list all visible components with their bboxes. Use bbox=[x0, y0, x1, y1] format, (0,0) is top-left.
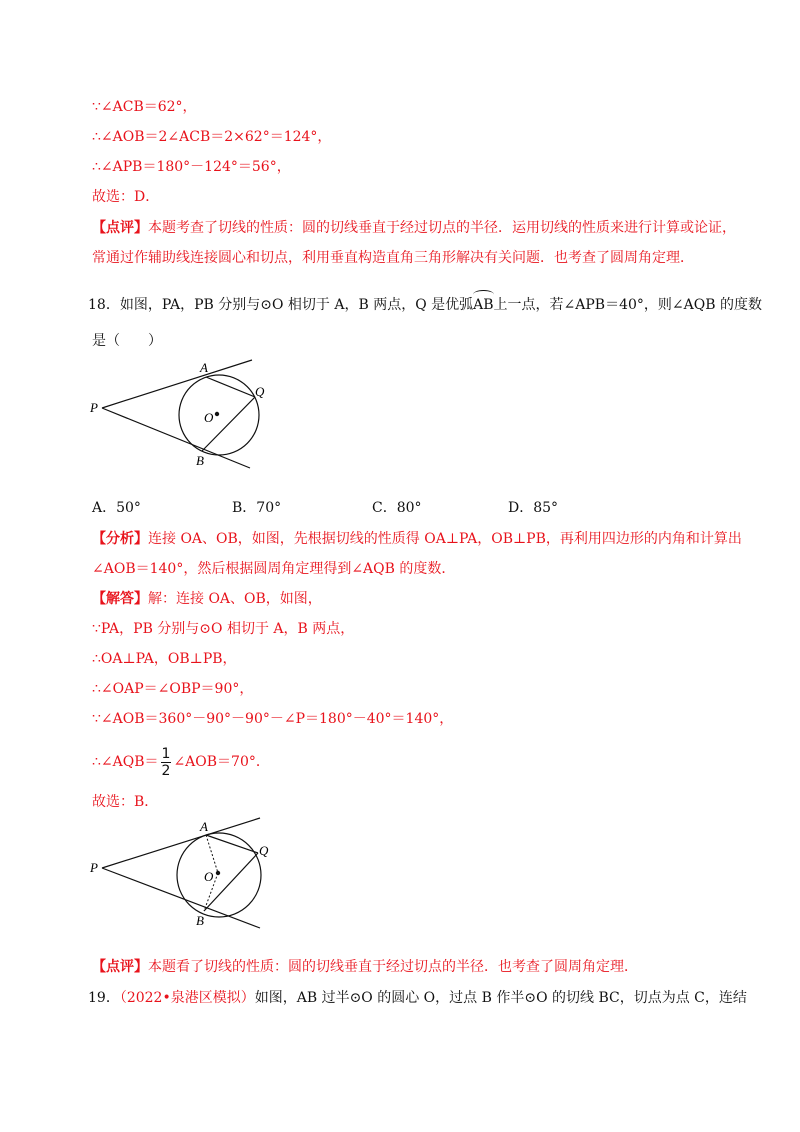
q18-answer: 故选：B． bbox=[92, 794, 159, 810]
q18-stem-line2: 是（ ） bbox=[92, 333, 162, 349]
solution-tag: 【解答】 bbox=[92, 591, 148, 607]
q18-options bbox=[92, 497, 558, 517]
prev-step-3: ∴∠APB＝180°－124°＝56°， bbox=[92, 159, 291, 175]
q19-stem bbox=[88, 988, 747, 1008]
analysis-text-1: 连接 OA、OB，如图，先根据切线的性质得 OA⊥PA，OB⊥PB，再利用四边形的内角和计算出 bbox=[148, 531, 742, 547]
q19-number: 19． bbox=[88, 990, 120, 1006]
review-text-1: 本题考查了切线的性质：圆的切线垂直于经过切点的半径．运用切线的性质来进行计算或论证， bbox=[148, 220, 736, 236]
option-c: C．80° bbox=[372, 500, 422, 516]
solution-line-3: ∴OA⊥PA，OB⊥PB， bbox=[92, 651, 237, 667]
option-d: D．85° bbox=[508, 500, 559, 516]
q18-review-text: 本题看了切线的性质：圆的切线垂直于经过切点的半径．也考查了圆周角定理． bbox=[148, 959, 638, 975]
analysis-line-2: ∠AOB＝140°，然后根据圆周角定理得到∠AQB 的度数． bbox=[92, 561, 456, 577]
q18-stem-part1: 如图，PA，PB 分别与⊙O 相切于 A，B 两点，Q 是优弧 bbox=[119, 297, 474, 313]
figure-tangent-circle-2 bbox=[88, 815, 278, 935]
label-b: B bbox=[196, 453, 204, 468]
fraction-numerator: 1 bbox=[161, 745, 171, 762]
arc-ab: AB bbox=[473, 297, 494, 313]
fraction-half bbox=[161, 746, 172, 779]
solution-line-1 bbox=[92, 589, 322, 609]
solution-6b: ∠AOB＝70°． bbox=[173, 754, 270, 770]
option-a: A．50° bbox=[92, 500, 141, 516]
prev-answer: 故选：D． bbox=[92, 189, 160, 205]
q18-stem-part2: 上一点，若∠APB＝40°，则∠AQB 的度数 bbox=[493, 297, 762, 313]
analysis-tag: 【分析】 bbox=[92, 531, 148, 547]
label-a: A bbox=[200, 360, 208, 375]
label-p: P bbox=[90, 400, 98, 415]
label-o: O bbox=[204, 410, 214, 425]
solution-line-2: ∵PA，PB 分别与⊙O 相切于 A，B 两点， bbox=[92, 621, 355, 637]
figure-tangent-circle-1 bbox=[88, 355, 278, 475]
label-a-2: A bbox=[200, 819, 208, 834]
q19-text: 如图，AB 过半⊙O 的圆心 O，过点 B 作半⊙O 的切线 BC，切点为点 C，连结 bbox=[254, 990, 747, 1006]
prev-review-cont: 常通过作辅助线连接圆心和切点，利用垂直构造直角三角形解决有关问题．也考查了圆周角定理． bbox=[92, 250, 694, 266]
q18-review bbox=[92, 957, 638, 977]
solution-line-4: ∴∠OAP＝∠OBP＝90°， bbox=[92, 681, 254, 697]
label-q-2: Q bbox=[259, 843, 269, 858]
label-p-2: P bbox=[90, 860, 98, 875]
solution-line-6 bbox=[92, 745, 270, 779]
label-q: Q bbox=[255, 384, 265, 399]
prev-step-2: ∴∠AOB＝2∠ACB＝2×62°＝124°， bbox=[92, 129, 332, 145]
prev-review bbox=[92, 218, 736, 238]
q19-source: （2022•泉港区模拟） bbox=[119, 990, 255, 1006]
label-b-2: B bbox=[196, 913, 204, 928]
q18-number: 18． bbox=[88, 297, 120, 313]
analysis-line-1 bbox=[92, 529, 742, 549]
fraction-denominator: 2 bbox=[161, 762, 171, 779]
label-o-2: O bbox=[204, 869, 214, 884]
prev-step-1: ∵∠ACB＝62°， bbox=[92, 99, 197, 115]
solution-line-5: ∵∠AOB＝360°－90°－90°－∠P＝180°－40°＝140°， bbox=[92, 711, 454, 727]
solution-text-1: 解：连接 OA、OB，如图， bbox=[148, 591, 322, 607]
review-tag: 【点评】 bbox=[92, 220, 148, 236]
q18-review-tag: 【点评】 bbox=[92, 959, 148, 975]
solution-6a: ∴∠AQB＝ bbox=[92, 754, 159, 770]
q18-stem bbox=[88, 295, 762, 315]
option-b: B．70° bbox=[232, 500, 282, 516]
